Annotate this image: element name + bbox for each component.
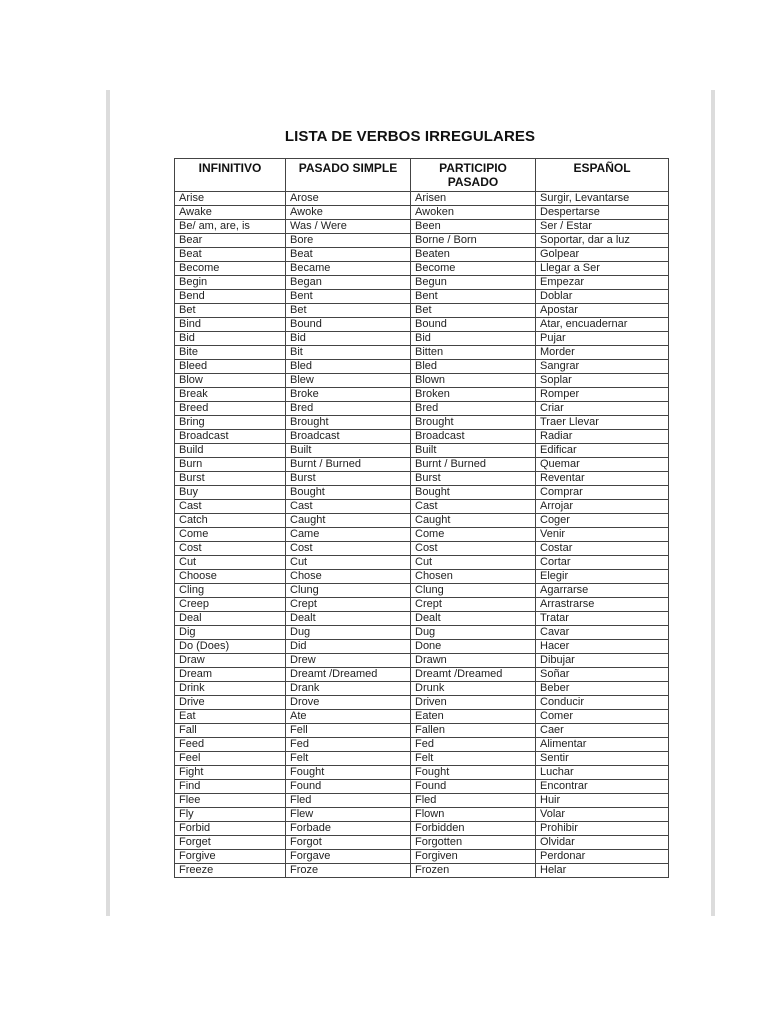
table-row <box>175 724 669 738</box>
pasado-simple-cell: Blew <box>286 374 411 388</box>
espanol-cell: Alimentar <box>536 738 669 752</box>
table-row <box>175 500 669 514</box>
pasado-simple-cell: Burst <box>286 472 411 486</box>
table-row <box>175 276 669 290</box>
espanol-cell: Sentir <box>536 752 669 766</box>
pasado-simple-cell: Bent <box>286 290 411 304</box>
pasado-simple-cell: Cast <box>286 500 411 514</box>
infinitivo-cell: Bet <box>175 304 286 318</box>
pasado-simple-cell: Began <box>286 276 411 290</box>
infinitivo-cell: Be/ am, are, is <box>175 220 286 234</box>
participio-cell: Bent <box>411 290 536 304</box>
espanol-cell: Helar <box>536 864 669 878</box>
espanol-cell: Dibujar <box>536 654 669 668</box>
pasado-simple-cell: Caught <box>286 514 411 528</box>
infinitivo-cell: Come <box>175 528 286 542</box>
infinitivo-cell: Drive <box>175 696 286 710</box>
participio-cell: Awoken <box>411 206 536 220</box>
infinitivo-cell: Deal <box>175 612 286 626</box>
espanol-cell: Doblar <box>536 290 669 304</box>
infinitivo-cell: Creep <box>175 598 286 612</box>
pasado-simple-cell: Burnt / Burned <box>286 458 411 472</box>
table-row <box>175 752 669 766</box>
participio-cell: Crept <box>411 598 536 612</box>
table-row <box>175 668 669 682</box>
pasado-simple-cell: Drove <box>286 696 411 710</box>
table-header-row <box>175 159 669 192</box>
espanol-cell: Cortar <box>536 556 669 570</box>
pasado-simple-cell: Became <box>286 262 411 276</box>
espanol-cell: Sangrar <box>536 360 669 374</box>
table-row <box>175 374 669 388</box>
pasado-simple-cell: Broadcast <box>286 430 411 444</box>
pasado-simple-cell: Dug <box>286 626 411 640</box>
espanol-cell: Elegir <box>536 570 669 584</box>
participio-cell: Dealt <box>411 612 536 626</box>
espanol-cell: Pujar <box>536 332 669 346</box>
table-row <box>175 486 669 500</box>
infinitivo-cell: Buy <box>175 486 286 500</box>
infinitivo-cell: Beat <box>175 248 286 262</box>
table-row <box>175 738 669 752</box>
espanol-cell: Ser / Estar <box>536 220 669 234</box>
espanol-cell: Despertarse <box>536 206 669 220</box>
pasado-simple-cell: Bought <box>286 486 411 500</box>
participio-cell: Broken <box>411 388 536 402</box>
table-row <box>175 444 669 458</box>
infinitivo-cell: Bring <box>175 416 286 430</box>
infinitivo-cell: Broadcast <box>175 430 286 444</box>
pasado-simple-cell: Built <box>286 444 411 458</box>
table-row <box>175 584 669 598</box>
espanol-cell: Costar <box>536 542 669 556</box>
table-row <box>175 402 669 416</box>
pasado-simple-cell: Bled <box>286 360 411 374</box>
participio-cell: Beaten <box>411 248 536 262</box>
espanol-cell: Coger <box>536 514 669 528</box>
table-row <box>175 332 669 346</box>
header-participio-pasado: PARTICIPIO PASADO <box>411 159 536 192</box>
infinitivo-cell: Burn <box>175 458 286 472</box>
participio-cell: Forgiven <box>411 850 536 864</box>
pasado-simple-cell: Froze <box>286 864 411 878</box>
table-row <box>175 598 669 612</box>
pasado-simple-cell: Arose <box>286 192 411 206</box>
pasado-simple-cell: Awoke <box>286 206 411 220</box>
infinitivo-cell: Awake <box>175 206 286 220</box>
espanol-cell: Prohibir <box>536 822 669 836</box>
pasado-simple-cell: Flew <box>286 808 411 822</box>
pasado-simple-cell: Forgave <box>286 850 411 864</box>
table-row <box>175 234 669 248</box>
table-row <box>175 514 669 528</box>
pasado-simple-cell: Clung <box>286 584 411 598</box>
espanol-cell: Romper <box>536 388 669 402</box>
pasado-simple-cell: Ate <box>286 710 411 724</box>
participio-cell: Come <box>411 528 536 542</box>
table-row <box>175 864 669 878</box>
pasado-simple-cell: Found <box>286 780 411 794</box>
table-row <box>175 430 669 444</box>
participio-cell: Been <box>411 220 536 234</box>
infinitivo-cell: Burst <box>175 472 286 486</box>
table-row <box>175 556 669 570</box>
espanol-cell: Hacer <box>536 640 669 654</box>
espanol-cell: Soplar <box>536 374 669 388</box>
participio-cell: Cost <box>411 542 536 556</box>
participio-cell: Arisen <box>411 192 536 206</box>
espanol-cell: Soportar, dar a luz <box>536 234 669 248</box>
espanol-cell: Luchar <box>536 766 669 780</box>
espanol-cell: Edificar <box>536 444 669 458</box>
infinitivo-cell: Fly <box>175 808 286 822</box>
table-row <box>175 318 669 332</box>
participio-cell: Bound <box>411 318 536 332</box>
espanol-cell: Morder <box>536 346 669 360</box>
participio-cell: Dreamt /Dreamed <box>411 668 536 682</box>
infinitivo-cell: Bear <box>175 234 286 248</box>
table-row <box>175 360 669 374</box>
participio-cell: Fled <box>411 794 536 808</box>
pasado-simple-cell: Brought <box>286 416 411 430</box>
table-row <box>175 542 669 556</box>
table-row <box>175 626 669 640</box>
espanol-cell: Reventar <box>536 472 669 486</box>
pasado-simple-cell: Bound <box>286 318 411 332</box>
table-row <box>175 290 669 304</box>
participio-cell: Eaten <box>411 710 536 724</box>
infinitivo-cell: Build <box>175 444 286 458</box>
participio-cell: Broadcast <box>411 430 536 444</box>
pasado-simple-cell: Dreamt /Dreamed <box>286 668 411 682</box>
participio-cell: Chosen <box>411 570 536 584</box>
infinitivo-cell: Bleed <box>175 360 286 374</box>
infinitivo-cell: Fight <box>175 766 286 780</box>
espanol-cell: Soñar <box>536 668 669 682</box>
table-row <box>175 836 669 850</box>
participio-cell: Bid <box>411 332 536 346</box>
espanol-cell: Agarrarse <box>536 584 669 598</box>
infinitivo-cell: Forbid <box>175 822 286 836</box>
participio-cell: Cut <box>411 556 536 570</box>
infinitivo-cell: Find <box>175 780 286 794</box>
infinitivo-cell: Eat <box>175 710 286 724</box>
pasado-simple-cell: Fed <box>286 738 411 752</box>
espanol-cell: Cavar <box>536 626 669 640</box>
participio-cell: Drunk <box>411 682 536 696</box>
table-row <box>175 808 669 822</box>
participio-cell: Burst <box>411 472 536 486</box>
participio-cell: Clung <box>411 584 536 598</box>
participio-cell: Borne / Born <box>411 234 536 248</box>
participio-cell: Bred <box>411 402 536 416</box>
infinitivo-cell: Arise <box>175 192 286 206</box>
participio-cell: Found <box>411 780 536 794</box>
espanol-cell: Comprar <box>536 486 669 500</box>
pasado-simple-cell: Fled <box>286 794 411 808</box>
pasado-simple-cell: Bore <box>286 234 411 248</box>
infinitivo-cell: Become <box>175 262 286 276</box>
participio-cell: Fought <box>411 766 536 780</box>
participio-cell: Dug <box>411 626 536 640</box>
infinitivo-cell: Draw <box>175 654 286 668</box>
pasado-simple-cell: Dealt <box>286 612 411 626</box>
table-row <box>175 710 669 724</box>
pasado-simple-cell: Fell <box>286 724 411 738</box>
table-row <box>175 780 669 794</box>
infinitivo-cell: Bid <box>175 332 286 346</box>
participio-cell: Forbidden <box>411 822 536 836</box>
pasado-simple-cell: Bet <box>286 304 411 318</box>
espanol-cell: Olvidar <box>536 836 669 850</box>
infinitivo-cell: Drink <box>175 682 286 696</box>
pasado-simple-cell: Forgot <box>286 836 411 850</box>
espanol-cell: Arrojar <box>536 500 669 514</box>
infinitivo-cell: Bind <box>175 318 286 332</box>
pasado-simple-cell: Was / Were <box>286 220 411 234</box>
infinitivo-cell: Choose <box>175 570 286 584</box>
table-row <box>175 346 669 360</box>
table-row <box>175 206 669 220</box>
espanol-cell: Llegar a Ser <box>536 262 669 276</box>
pasado-simple-cell: Drank <box>286 682 411 696</box>
infinitivo-cell: Feed <box>175 738 286 752</box>
espanol-cell: Radiar <box>536 430 669 444</box>
espanol-cell: Venir <box>536 528 669 542</box>
participio-cell: Forgotten <box>411 836 536 850</box>
participio-cell: Bet <box>411 304 536 318</box>
infinitivo-cell: Cost <box>175 542 286 556</box>
participio-cell: Caught <box>411 514 536 528</box>
page-edge-left <box>106 90 110 916</box>
infinitivo-cell: Bend <box>175 290 286 304</box>
participio-cell: Bitten <box>411 346 536 360</box>
participio-cell: Begun <box>411 276 536 290</box>
page-edge-right <box>711 90 715 916</box>
pasado-simple-cell: Felt <box>286 752 411 766</box>
participio-cell: Felt <box>411 752 536 766</box>
table-row <box>175 654 669 668</box>
infinitivo-cell: Begin <box>175 276 286 290</box>
participio-cell: Flown <box>411 808 536 822</box>
infinitivo-cell: Break <box>175 388 286 402</box>
table-row <box>175 766 669 780</box>
pasado-simple-cell: Crept <box>286 598 411 612</box>
pasado-simple-cell: Forbade <box>286 822 411 836</box>
participio-cell: Done <box>411 640 536 654</box>
table-row <box>175 682 669 696</box>
infinitivo-cell: Cling <box>175 584 286 598</box>
participio-cell: Bought <box>411 486 536 500</box>
table-row <box>175 850 669 864</box>
participio-cell: Fallen <box>411 724 536 738</box>
infinitivo-cell: Forget <box>175 836 286 850</box>
infinitivo-cell: Cut <box>175 556 286 570</box>
table-row <box>175 822 669 836</box>
espanol-cell: Traer Llevar <box>536 416 669 430</box>
table-row <box>175 794 669 808</box>
espanol-cell: Quemar <box>536 458 669 472</box>
espanol-cell: Perdonar <box>536 850 669 864</box>
infinitivo-cell: Catch <box>175 514 286 528</box>
participio-cell: Driven <box>411 696 536 710</box>
participio-cell: Fed <box>411 738 536 752</box>
document-title: LISTA DE VERBOS IRREGULARES <box>284 128 536 145</box>
espanol-cell: Atar, encuadernar <box>536 318 669 332</box>
pasado-simple-cell: Bred <box>286 402 411 416</box>
espanol-cell: Conducir <box>536 696 669 710</box>
participio-cell: Bled <box>411 360 536 374</box>
table-row <box>175 570 669 584</box>
espanol-cell: Empezar <box>536 276 669 290</box>
header-pasado-simple: PASADO SIMPLE <box>286 159 411 192</box>
pasado-simple-cell: Chose <box>286 570 411 584</box>
infinitivo-cell: Flee <box>175 794 286 808</box>
pasado-simple-cell: Cut <box>286 556 411 570</box>
table-row <box>175 416 669 430</box>
espanol-cell: Apostar <box>536 304 669 318</box>
participio-cell: Blown <box>411 374 536 388</box>
header-infinitivo: INFINITIVO <box>175 159 286 192</box>
espanol-cell: Encontrar <box>536 780 669 794</box>
table-row <box>175 192 669 206</box>
table-row <box>175 472 669 486</box>
infinitivo-cell: Freeze <box>175 864 286 878</box>
infinitivo-cell: Cast <box>175 500 286 514</box>
espanol-cell: Surgir, Levantarse <box>536 192 669 206</box>
espanol-cell: Comer <box>536 710 669 724</box>
table-row <box>175 612 669 626</box>
table-row <box>175 696 669 710</box>
espanol-cell: Golpear <box>536 248 669 262</box>
table-row <box>175 304 669 318</box>
pasado-simple-cell: Fought <box>286 766 411 780</box>
participio-cell: Brought <box>411 416 536 430</box>
espanol-cell: Volar <box>536 808 669 822</box>
table-row <box>175 458 669 472</box>
infinitivo-cell: Dream <box>175 668 286 682</box>
table-row <box>175 640 669 654</box>
infinitivo-cell: Blow <box>175 374 286 388</box>
pasado-simple-cell: Drew <box>286 654 411 668</box>
infinitivo-cell: Forgive <box>175 850 286 864</box>
pasado-simple-cell: Bid <box>286 332 411 346</box>
espanol-cell: Criar <box>536 402 669 416</box>
infinitivo-cell: Fall <box>175 724 286 738</box>
participio-cell: Frozen <box>411 864 536 878</box>
infinitivo-cell: Dig <box>175 626 286 640</box>
pasado-simple-cell: Did <box>286 640 411 654</box>
pasado-simple-cell: Broke <box>286 388 411 402</box>
pasado-simple-cell: Came <box>286 528 411 542</box>
participio-cell: Cast <box>411 500 536 514</box>
infinitivo-cell: Do (Does) <box>175 640 286 654</box>
participio-cell: Built <box>411 444 536 458</box>
participio-cell: Become <box>411 262 536 276</box>
espanol-cell: Arrastrarse <box>536 598 669 612</box>
infinitivo-cell: Breed <box>175 402 286 416</box>
table-row <box>175 528 669 542</box>
pasado-simple-cell: Bit <box>286 346 411 360</box>
table-row <box>175 248 669 262</box>
infinitivo-cell: Bite <box>175 346 286 360</box>
espanol-cell: Beber <box>536 682 669 696</box>
infinitivo-cell: Feel <box>175 752 286 766</box>
pasado-simple-cell: Cost <box>286 542 411 556</box>
participio-cell: Burnt / Burned <box>411 458 536 472</box>
participio-cell: Drawn <box>411 654 536 668</box>
header-espanol: ESPAÑOL <box>536 159 669 192</box>
table-row <box>175 262 669 276</box>
espanol-cell: Tratar <box>536 612 669 626</box>
table-body <box>175 192 669 878</box>
espanol-cell: Huir <box>536 794 669 808</box>
table-row <box>175 388 669 402</box>
pasado-simple-cell: Beat <box>286 248 411 262</box>
espanol-cell: Caer <box>536 724 669 738</box>
table-row <box>175 220 669 234</box>
irregular-verbs-table <box>174 158 669 878</box>
